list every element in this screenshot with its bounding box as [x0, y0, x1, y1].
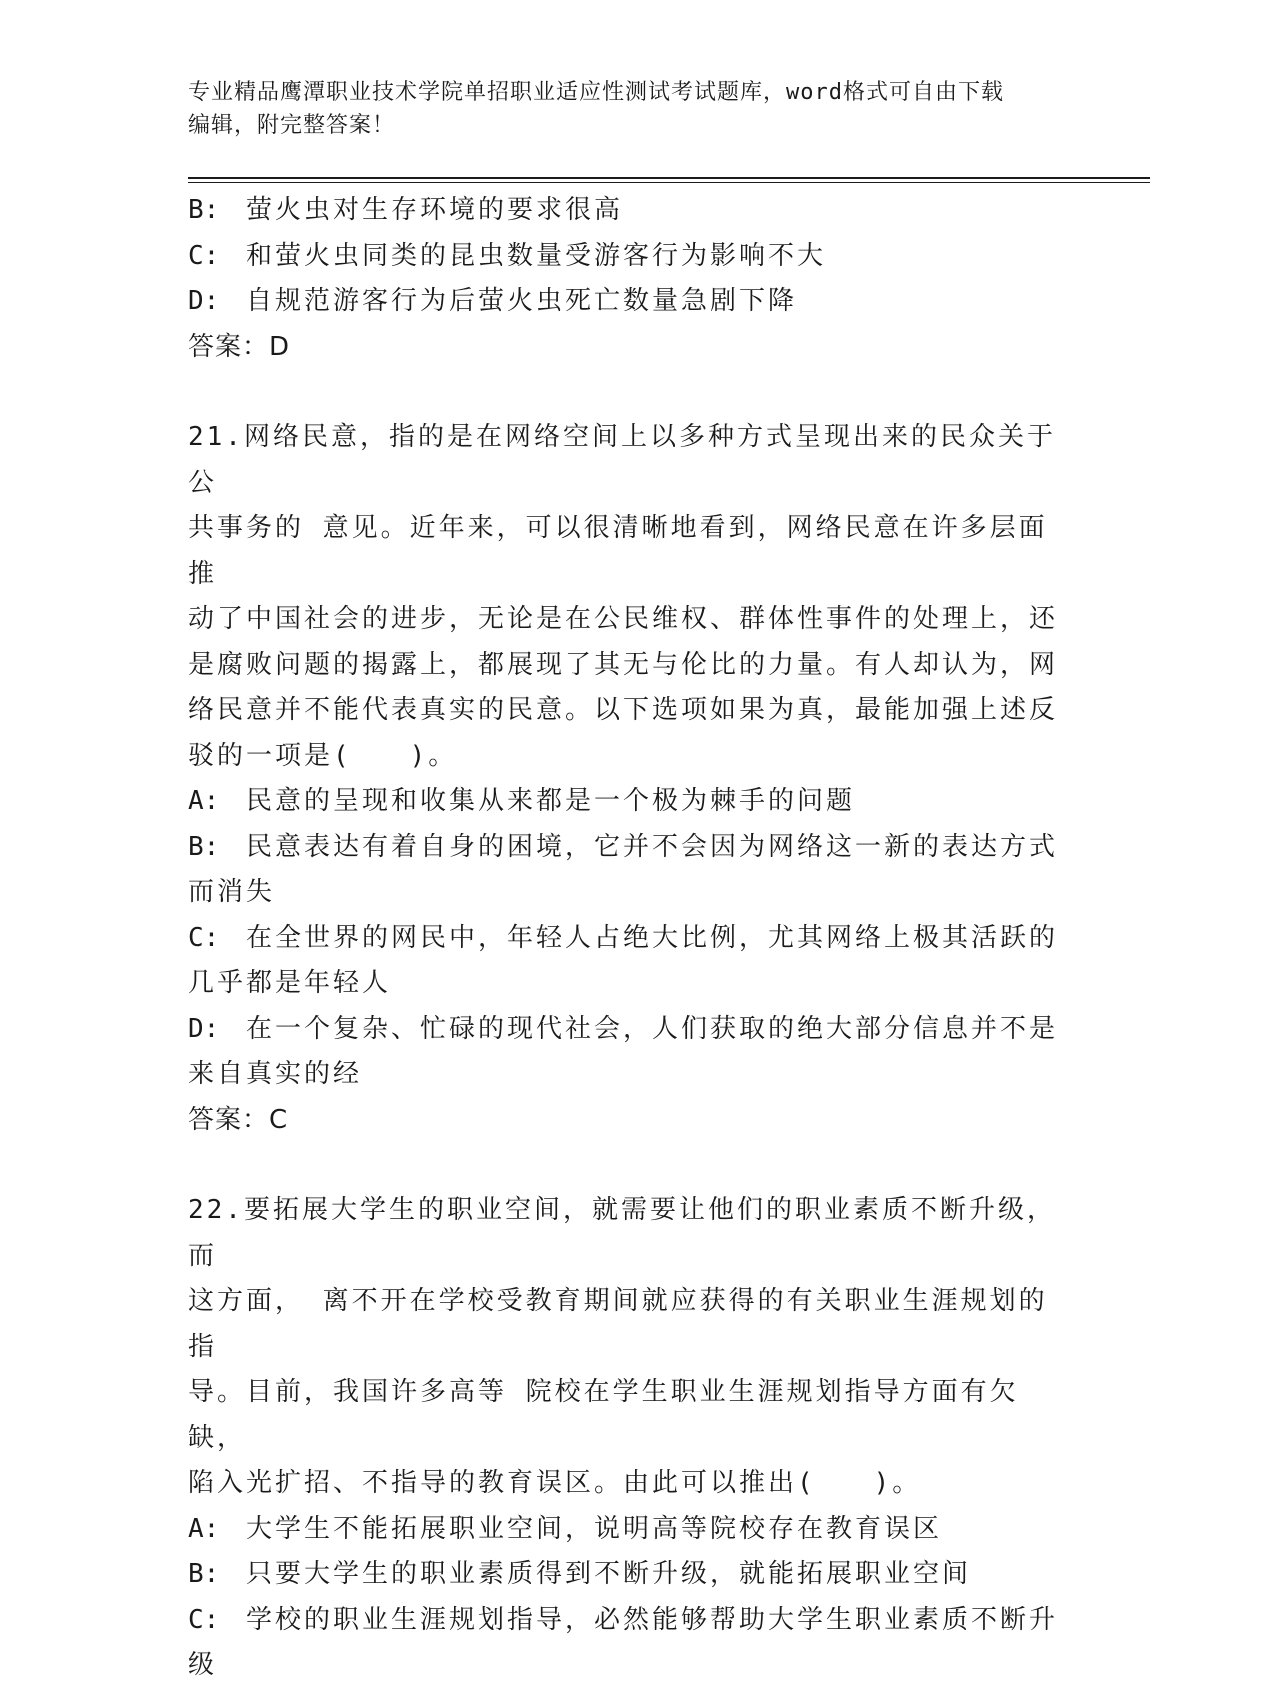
option-b — [188, 188, 1068, 234]
option-letter: D: — [188, 1013, 220, 1044]
question-21 — [188, 415, 1068, 1143]
option-continuation: 级 — [188, 1650, 218, 1680]
answer-line: 答案：C — [188, 1104, 289, 1135]
option-text: 在全世界的网民中，年轻人占绝大比例，尤其网络上极其活跃的 — [246, 922, 1059, 953]
header-rule-thin — [188, 182, 1150, 183]
page-header — [188, 76, 1078, 142]
answer-line: 答案：D — [188, 331, 291, 362]
option-letter: B: — [188, 831, 220, 862]
option-letter: C: — [188, 240, 220, 271]
question-stem-line: 共事务的 意见。近年来，可以很清晰地看到，网络民意在许多层面推 — [188, 513, 1048, 589]
header-rule-thick — [188, 177, 1150, 179]
header-line-1: 专业精品鹰潭职业技术学院单招职业适应性测试考试题库，word格式可自由下载 — [188, 80, 1004, 105]
option-a — [188, 1507, 1068, 1553]
option-letter: A: — [188, 1513, 220, 1544]
document-body — [188, 188, 1068, 1689]
option-letter: A: — [188, 786, 220, 816]
option-d — [188, 1007, 1068, 1053]
option-c — [188, 234, 1068, 280]
option-text: 民意的呈现和收集从来都是一个极为棘手的问题 — [246, 786, 856, 816]
option-text: 萤火虫对生存环境的要求很高 — [246, 195, 624, 225]
option-d — [188, 279, 1068, 325]
option-text: 学校的职业生涯规划指导，必然能够帮助大学生职业素质不断升 — [246, 1604, 1059, 1635]
option-b — [188, 1552, 1068, 1598]
option-continuation: 来自真实的经 — [188, 1059, 363, 1089]
question-stem-line: 22.要拓展大学生的职业空间，就需要让他们的职业素质不断升级，而 — [188, 1195, 1056, 1271]
question-stem-line: 这方面， 离不开在学校受教育期间就应获得的有关职业生涯规划的指 — [188, 1286, 1048, 1362]
option-c — [188, 1598, 1068, 1644]
question-stem-line: 陷入光扩招、不指导的教育误区。由此可以推出( )。 — [188, 1468, 922, 1498]
header-line-2: 编辑，附完整答案！ — [188, 113, 396, 138]
option-letter: B: — [188, 195, 220, 225]
option-a — [188, 779, 1068, 825]
spacer — [188, 370, 1068, 415]
option-b — [188, 825, 1068, 871]
prev-question — [188, 188, 1068, 370]
question-stem-line: 导。目前，我国许多高等 院校在学生职业生涯规划指导方面有欠缺， — [188, 1377, 1019, 1453]
option-text: 和萤火虫同类的昆虫数量受游客行为影响不大 — [246, 240, 827, 271]
question-22 — [188, 1188, 1068, 1689]
option-text: 在一个复杂、忙碌的现代社会，人们获取的绝大部分信息并不是 — [246, 1013, 1059, 1044]
option-letter: C: — [188, 922, 220, 953]
option-continuation: 而消失 — [188, 877, 276, 907]
question-stem-line: 动了中国社会的进步，无论是在公民维权、群体性事件的处理上，还 — [188, 604, 1059, 634]
option-letter: B: — [188, 1559, 220, 1589]
option-c — [188, 916, 1068, 962]
option-continuation: 几乎都是年轻人 — [188, 968, 392, 998]
option-text: 大学生不能拓展职业空间，说明高等院校存在教育误区 — [246, 1513, 943, 1544]
spacer — [188, 1143, 1068, 1188]
option-letter: C: — [188, 1604, 220, 1635]
question-stem-line: 是腐败问题的揭露上，都展现了其无与伦比的力量。有人却认为，网 — [188, 649, 1059, 680]
option-text: 自规范游客行为后萤火虫死亡数量急剧下降 — [246, 286, 798, 316]
option-text: 只要大学生的职业素质得到不断升级，就能拓展职业空间 — [246, 1559, 972, 1589]
option-text: 民意表达有着自身的困境，它并不会因为网络这一新的表达方式 — [246, 831, 1059, 862]
question-stem-line: 络民意并不能代表真实的民意。以下选项如果为真，最能加强上述反 — [188, 695, 1059, 725]
question-stem-line: 驳的一项是( )。 — [188, 740, 458, 771]
question-stem-line: 21.网络民意，指的是在网络空间上以多种方式呈现出来的民众关于公 — [188, 422, 1056, 498]
option-letter: D: — [188, 286, 220, 316]
